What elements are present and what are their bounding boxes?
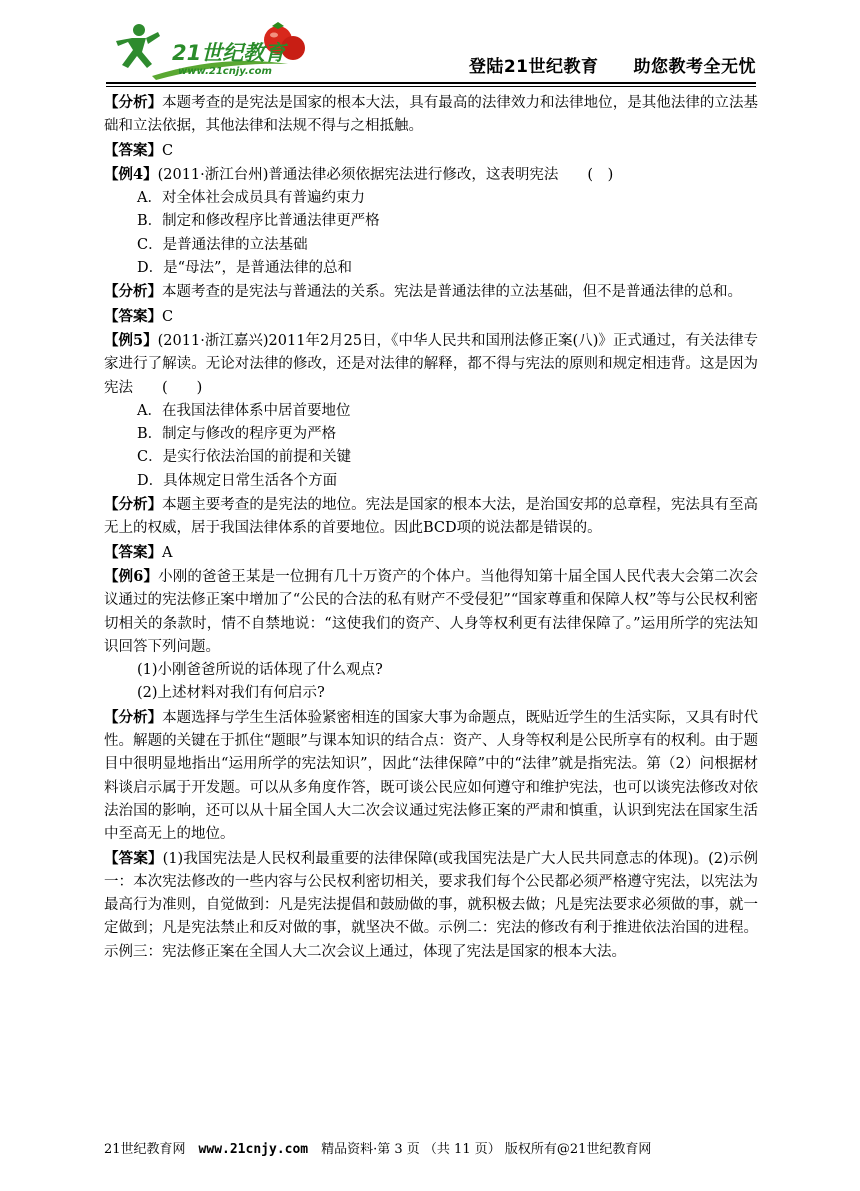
paragraph bbox=[104, 163, 758, 187]
paragraph bbox=[104, 706, 758, 847]
header-slogan: 登陆21世纪教育 助您教考全无忧 bbox=[468, 57, 756, 77]
paragraph-text: B．制定与修改的程序更为严格 bbox=[137, 426, 337, 443]
paragraph-text: (2011·浙江嘉兴)2011年2月25日，《中华人民共和国刑法修正案(八)》正式通过，有关法律专家进行了解读。无论对法律的修改，还是对法律的解释，都不得与宪法的原则和规定相违背。这是因为宪法 ( ) bbox=[104, 332, 758, 396]
section-tag: 【答案】 bbox=[104, 307, 162, 325]
section-tag: 【答案】 bbox=[104, 141, 162, 159]
section-tag: 【例5】 bbox=[104, 331, 158, 349]
logo-url: www.21cnjy.com bbox=[178, 66, 272, 77]
site-logo bbox=[112, 18, 312, 80]
running-figure-icon bbox=[116, 24, 160, 68]
footer-page-info: 精品资料·第 3 页 （共 11 页） 版权所有@21世纪教育网 bbox=[308, 1142, 652, 1157]
footer-site: 21世纪教育网 bbox=[104, 1142, 199, 1157]
paragraph-text: C bbox=[162, 308, 174, 325]
paragraph bbox=[104, 305, 758, 329]
option-line bbox=[104, 682, 758, 705]
paragraph-text: D．是“母法”，是普通法律的总和 bbox=[137, 260, 352, 277]
paragraph-text: 本题选择与学生生活体验紧密相连的国家大事为命题点，既贴近学生的生活实际，又具有时代性。解题的关键在于抓住“题眼”与课本知识的结合点：资产、人身等权利是公民所享有的权利。由于题目中很明显地指出“运用所学的宪法知识”，因此“法律保障”中的“法律”就是指宪法。第（2）问根据材料谈启示属于开发题。可以从多角度作答，既可谈公民应如何遵守和维护宪法，也可以谈宪法修改对依法治国的影响，还可以从十届全国人大二次会议通过宪法修正案的严肃和慎重，认识到宪法在国家生活中至高无上的地位。 bbox=[104, 709, 759, 843]
paragraph-text: (2)上述材料对我们有何启示? bbox=[137, 685, 325, 702]
paragraph-text: C bbox=[162, 142, 174, 159]
option-line bbox=[104, 210, 758, 233]
paragraph-text: D．具体规定日常生活各个方面 bbox=[137, 472, 338, 489]
option-line bbox=[104, 659, 758, 682]
paragraph-text: A．对全体社会成员具有普遍约束力 bbox=[137, 190, 365, 207]
document-body bbox=[104, 91, 758, 964]
section-tag: 【答案】 bbox=[104, 543, 162, 561]
option-line bbox=[104, 400, 758, 423]
paragraph-text: 小刚的爸爸王某是一位拥有几十万资产的个体户。当他得知第十届全国人民代表大会第二次会议通过的宪法修正案中增加了“公民的合法的私有财产不受侵犯”“国家尊重和保障人权”等与公民权利密切相关的条款时，情不自禁地说：“这使我们的资产、人身等权利更有法律保障了。”运用所学的宪法知识回答下列问题。 bbox=[104, 568, 759, 655]
section-tag: 【分析】 bbox=[104, 708, 163, 726]
header-rule-thick bbox=[106, 82, 756, 84]
option-line bbox=[104, 470, 758, 493]
footer-url[interactable]: www.21cnjy.com bbox=[198, 1142, 309, 1157]
paragraph-text: (1)我国宪法是人民权利最重要的法律保障(或我国宪法是广大人民共同意志的体现)。(2)示例一：本次宪法修改的一些内容与公民权利密切相关，要求我们每个公民都必须严格遵守宪法，以宪法为最高行为准则，自觉做到：凡是宪法提倡和鼓励做的事，就积极去做；凡是宪法要求必须做的事，就一定做到；凡是宪法禁止和反对做的事，就坚决不做。示例二：宪法的修改有利于推进依法治国的进程。示例三：宪法修正案在全国人大二次会议上通过，体现了宪法是国家的根本大法。 bbox=[104, 850, 759, 960]
logo-text: 21世纪教育 bbox=[172, 41, 286, 65]
header-rule-thin bbox=[106, 86, 756, 87]
paragraph bbox=[104, 329, 758, 400]
paragraph bbox=[104, 280, 758, 304]
section-tag: 【分析】 bbox=[104, 94, 163, 111]
paragraph bbox=[104, 91, 758, 139]
option-line bbox=[104, 234, 758, 257]
paragraph-text: B．制定和修改程序比普通法律更严格 bbox=[137, 213, 380, 230]
page-footer bbox=[104, 1138, 758, 1157]
paragraph bbox=[104, 139, 758, 163]
paragraph-text: (2011·浙江台州)普通法律必须依据宪法进行修改，这表明宪法 ( ) bbox=[157, 166, 614, 183]
page-header bbox=[106, 18, 756, 80]
option-line bbox=[104, 257, 758, 280]
paragraph bbox=[104, 541, 758, 565]
paragraph-text: A．在我国法律体系中居首要地位 bbox=[137, 402, 351, 419]
option-line bbox=[104, 446, 758, 469]
paragraph-text: A bbox=[162, 544, 173, 561]
paragraph-text: 本题考查的是宪法与普通法的关系。宪法是普通法律的立法基础，但不是普通法律的总和。 bbox=[162, 284, 742, 301]
section-tag: 【分析】 bbox=[104, 283, 162, 301]
section-tag: 【分析】 bbox=[104, 496, 163, 514]
paragraph-text: 本题主要考查的是宪法的地位。宪法是国家的根本大法，是治国安邦的总章程，宪法具有至高无上的权威，居于我国法律体系的首要地位。因此BCD项的说法都是错误的。 bbox=[104, 497, 759, 537]
option-line bbox=[104, 187, 758, 210]
option-line bbox=[104, 423, 758, 446]
paragraph bbox=[104, 847, 758, 964]
paragraph-text: C．是实行依法治国的前提和关键 bbox=[137, 449, 352, 466]
paragraph-text: (1)小刚爸爸所说的话体现了什么观点? bbox=[137, 662, 383, 679]
section-tag: 【答案】 bbox=[104, 849, 163, 867]
section-tag: 【例6】 bbox=[104, 567, 159, 585]
paragraph-text: 本题考查的是宪法是国家的根本大法，具有最高的法律效力和法律地位，是其他法律的立法基础和立法依据，其他法律和法规不得与之相抵触。 bbox=[104, 95, 759, 135]
paragraph-text: C．是普通法律的立法基础 bbox=[137, 236, 308, 253]
paragraph bbox=[104, 565, 758, 659]
paragraph bbox=[104, 493, 758, 541]
section-tag: 【例4】 bbox=[104, 165, 158, 183]
